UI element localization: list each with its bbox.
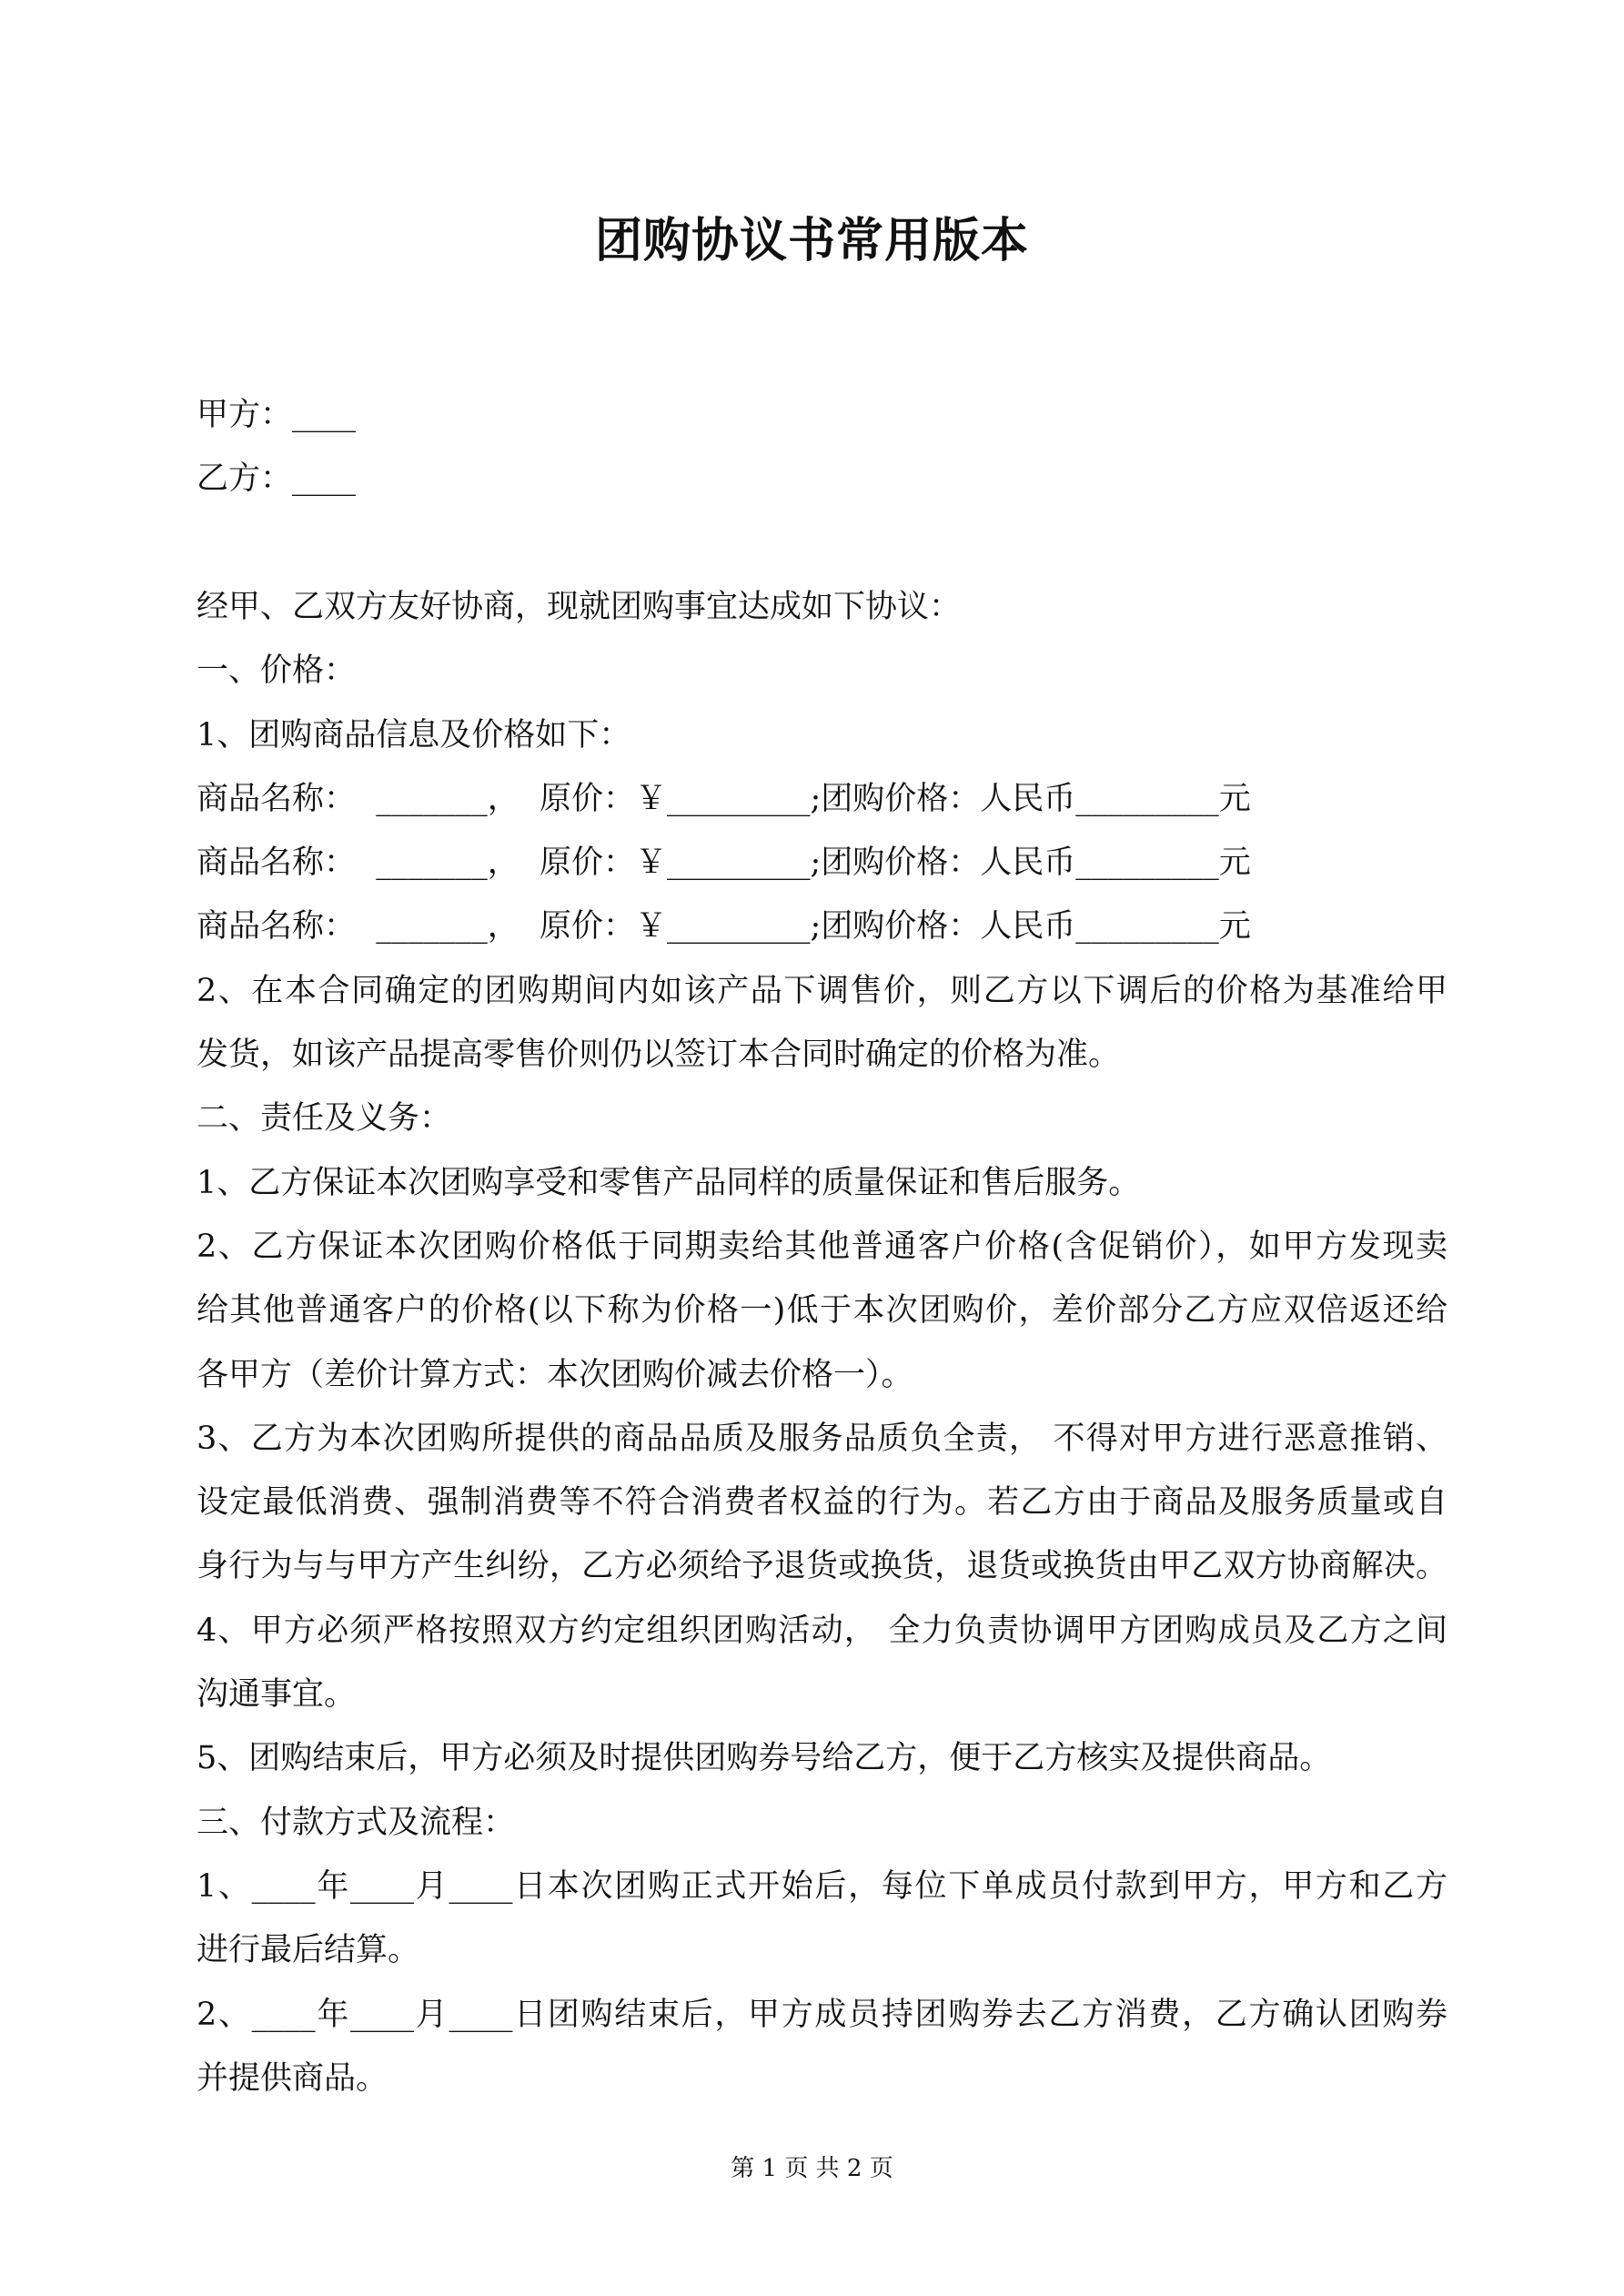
paragraph-line: 三、付款方式及流程： — [197, 1804, 516, 1841]
paragraph-line: 身行为与与甲方产生纠纷，乙方必须给予退货或换货，退货或换货由甲乙双方协商解决。 — [197, 1548, 1447, 1585]
paragraph-line: 设定最低消费、强制消费等不符合消费者权益的行为。若乙方由于商品及服务质量或自 — [197, 1484, 1447, 1522]
paragraph-line: 二、责任及义务： — [197, 1100, 452, 1138]
paragraph-line: 4、甲方必须严格按照双方约定组织团购活动， 全力负责协调甲方团购成员及乙方之间 — [197, 1612, 1447, 1649]
paragraph-line: 5、团购结束后，甲方必须及时提供团购券号给乙方，便于乙方核实及提供商品。 — [197, 1740, 1332, 1777]
paragraph-line: 各甲方（差价计算方式：本次团购价减去价格一）。 — [197, 1356, 913, 1393]
paragraph-line: 1、____年____月____日本次团购正式开始后，每位下单成员付款到甲方，甲方和乙方 — [197, 1867, 1447, 1905]
paragraph-line: 1、团购商品信息及价格如下： — [197, 716, 631, 754]
paragraph-line: 2、在本合同确定的团购期间内如该产品下调售价，则乙方以下调后的价格为基准给甲 — [197, 972, 1447, 1009]
paragraph-line: 商品名称： _______， 原价：￥_________;团购价格：人民币_________元 — [197, 780, 1251, 817]
paragraph-line: 1、乙方保证本次团购享受和零售产品同样的质量保证和售后服务。 — [197, 1164, 1141, 1201]
paragraph-line: 并提供商品。 — [197, 2059, 388, 2097]
paragraph-line: 2、____年____月____日团购结束后，甲方成员持团购券去乙方消费，乙方确认团购券 — [197, 1996, 1447, 2033]
paragraph-line: 进行最后结算。 — [197, 1932, 420, 1969]
paragraph-line: 一、价格： — [197, 652, 357, 690]
paragraph-line: 沟通事宜。 — [197, 1676, 357, 1713]
paragraph-line: 给其他普通客户的价格(以下称为价格一)低于本次团购价，差价部分乙方应双倍返还给 — [197, 1292, 1447, 1330]
paragraph-line: 经甲、乙双方友好协商，现就团购事宜达成如下协议： — [197, 588, 962, 625]
paragraph-line: 商品名称： _______， 原价：￥_________;团购价格：人民币_________元 — [197, 845, 1251, 882]
paragraph-line: 乙方：____ — [197, 460, 357, 498]
paragraph-line: 2、乙方保证本次团购价格低于同期卖给其他普通客户价格(含促销价），如甲方发现卖 — [197, 1228, 1447, 1265]
paragraph-line: 甲方：____ — [197, 397, 357, 433]
paragraph-line: 发货，如该产品提高零售价则仍以签订本合同时确定的价格为准。 — [197, 1037, 1121, 1073]
page-footer: 第 1 页 共 2 页 — [731, 2155, 893, 2182]
document-title: 团购协议书常用版本 — [594, 213, 1029, 268]
paragraph-line: 3、乙方为本次团购所提供的商品品质及服务品质负全责， 不得对甲方进行恶意推销、 — [197, 1420, 1447, 1457]
paragraph-line: 商品名称： _______， 原价：￥_________;团购价格：人民币_________元 — [197, 908, 1251, 946]
